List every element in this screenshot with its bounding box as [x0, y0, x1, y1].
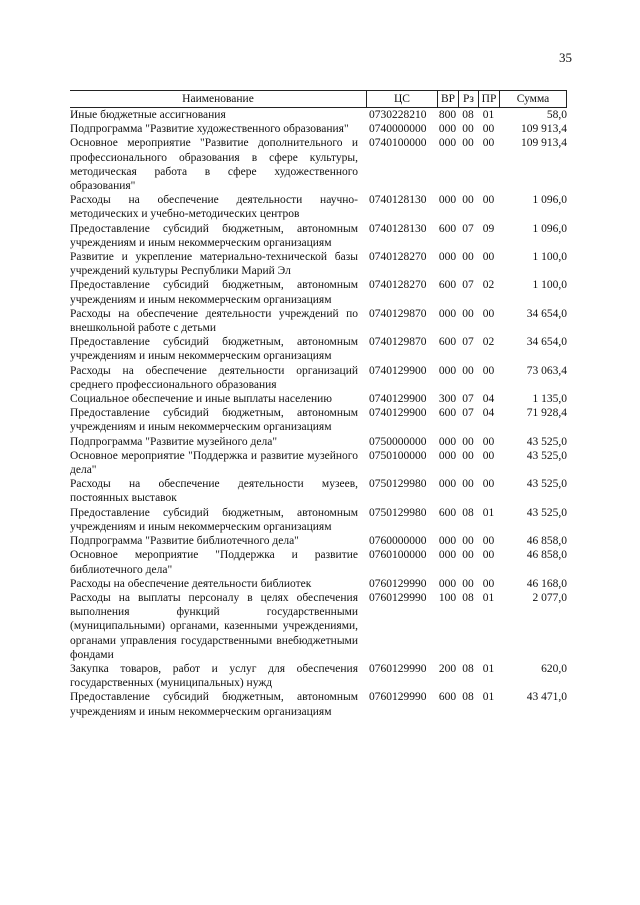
cell-sum: 58,0	[546, 109, 567, 121]
cell-sum: 1 096,0	[532, 194, 567, 207]
header-pr: ПР	[478, 91, 499, 107]
cell-vr: 000	[438, 435, 457, 448]
cell-sum: 43 525,0	[526, 478, 567, 491]
cell-sum: 620,0	[541, 662, 567, 675]
table-row	[70, 222, 567, 250]
table-row	[70, 392, 567, 406]
cell-name: Основное мероприятие "Поддержка и развитие музейного дела"	[70, 449, 358, 477]
cell-cs: 0760000000	[369, 535, 427, 548]
cell-cs: 0740129900	[369, 393, 427, 406]
cell-pr: 01	[482, 109, 495, 121]
cell-pr: 01	[482, 506, 495, 519]
cell-pr: 00	[482, 251, 495, 264]
cell-sum: 73 063,4	[526, 364, 567, 377]
cell-vr: 000	[438, 449, 457, 462]
header-name: Наименование	[182, 93, 254, 105]
cell-name: Подпрограмма "Развитие музейного дела"	[70, 435, 278, 448]
cell-cs: 0740129870	[369, 307, 427, 320]
table-body	[70, 108, 567, 719]
table-row	[70, 406, 567, 434]
cell-vr: 000	[438, 577, 457, 590]
cell-cs: 0740128130	[369, 222, 427, 235]
cell-rz: 00	[462, 307, 474, 320]
header-rz: Рз	[458, 91, 478, 107]
cell-rz: 08	[462, 109, 474, 121]
table-row	[70, 690, 567, 718]
cell-pr: 00	[482, 535, 495, 548]
cell-pr: 00	[482, 194, 495, 207]
cell-name: Развитие и укрепление материально-технической базы учреждений культуры Республики Марий Эл	[70, 251, 358, 278]
cell-sum: 1 100,0	[532, 279, 567, 292]
cell-vr: 800	[438, 109, 457, 121]
table-row	[70, 534, 567, 548]
cell-sum: 46 858,0	[526, 549, 567, 562]
cell-rz: 00	[462, 137, 474, 150]
cell-vr: 300	[438, 393, 457, 406]
cell-sum: 1 135,0	[532, 393, 567, 406]
cell-sum: 1 100,0	[532, 251, 567, 264]
cell-name: Предоставление субсидий бюджетным, автономным учреждениям и иным некоммерческим организациям	[70, 336, 358, 363]
cell-rz: 00	[462, 449, 474, 462]
cell-name: Предоставление субсидий бюджетным, автономным учреждениям и иным некоммерческим организациям	[70, 691, 358, 718]
cell-sum: 109 913,4	[521, 123, 567, 136]
cell-vr: 600	[438, 506, 457, 519]
table-row	[70, 449, 567, 477]
header-sum: Сумма	[499, 91, 567, 107]
cell-vr: 000	[438, 194, 457, 207]
cell-rz: 00	[462, 478, 474, 491]
cell-rz: 07	[462, 407, 474, 420]
cell-pr: 09	[482, 222, 495, 235]
cell-pr: 00	[482, 435, 495, 448]
cell-sum: 1 096,0	[532, 222, 567, 235]
cell-pr: 00	[482, 307, 495, 320]
cell-cs: 0740129870	[369, 336, 427, 349]
cell-pr: 00	[482, 123, 495, 136]
cell-sum: 43 525,0	[526, 435, 567, 448]
cell-rz: 00	[462, 435, 474, 448]
budget-table	[70, 90, 567, 719]
cell-vr: 000	[438, 251, 457, 264]
cell-name: Расходы на выплаты персоналу в целях обеспечения выполнения функций государственными (муниципальными) органами, казенными учреждениями, органами управления государственными внебюджетными фондами	[70, 591, 358, 661]
cell-cs: 0740100000	[369, 137, 427, 150]
cell-name: Основное мероприятие "Развитие дополнительного и профессионального образования в сфере культуры, методическая работа в сфере художественного образования"	[70, 137, 358, 193]
cell-sum: 43 525,0	[526, 506, 567, 519]
cell-name: Предоставление субсидий бюджетным, автономным учреждениям и иным некоммерческим организациям	[70, 506, 358, 533]
page-number: 35	[559, 50, 572, 65]
cell-cs: 0750129980	[369, 478, 427, 491]
cell-vr: 000	[438, 307, 457, 320]
cell-pr: 00	[482, 577, 495, 590]
cell-pr: 00	[482, 364, 495, 377]
cell-pr: 01	[482, 691, 495, 704]
cell-vr: 100	[438, 591, 457, 604]
table-row	[70, 193, 567, 221]
cell-rz: 07	[462, 222, 474, 235]
cell-cs: 0750129980	[369, 506, 427, 519]
cell-pr: 00	[482, 549, 495, 562]
cell-name: Расходы на обеспечение деятельности музеев, постоянных выставок	[70, 478, 358, 505]
cell-rz: 07	[462, 393, 474, 406]
header-vr: ВР	[437, 91, 458, 107]
cell-vr: 600	[438, 691, 457, 704]
cell-cs: 0750000000	[369, 435, 427, 448]
cell-vr: 000	[438, 137, 457, 150]
cell-sum: 43 525,0	[526, 449, 567, 462]
header-cs: ЦС	[366, 91, 437, 107]
cell-pr: 00	[482, 478, 495, 491]
cell-name: Подпрограмма "Развитие художественного образования"	[70, 123, 349, 136]
cell-name: Расходы на обеспечение деятельности организаций среднего профессионального образования	[70, 364, 358, 391]
table-row	[70, 278, 567, 306]
cell-cs: 0740129900	[369, 407, 427, 420]
table-row	[70, 548, 567, 576]
cell-rz: 00	[462, 123, 474, 136]
cell-name: Подпрограмма "Развитие библиотечного дела"	[70, 535, 299, 548]
cell-cs: 0760129990	[369, 577, 427, 590]
cell-pr: 02	[482, 279, 495, 292]
cell-pr: 00	[482, 449, 495, 462]
cell-sum: 46 858,0	[526, 535, 567, 548]
cell-vr: 600	[438, 407, 457, 420]
table-header	[70, 90, 567, 108]
cell-cs: 0740128130	[369, 194, 427, 207]
cell-pr: 01	[482, 662, 495, 675]
cell-vr: 000	[438, 364, 457, 377]
cell-rz: 00	[462, 535, 474, 548]
cell-rz: 08	[462, 691, 474, 704]
cell-cs: 0740128270	[369, 251, 427, 264]
table-row	[70, 477, 567, 505]
cell-pr: 04	[482, 407, 495, 420]
cell-name: Расходы на обеспечение деятельности научно-методических и учебно-методических центров	[70, 194, 358, 221]
cell-rz: 00	[462, 251, 474, 264]
cell-vr: 000	[438, 549, 457, 562]
cell-rz: 00	[462, 577, 474, 590]
cell-vr: 000	[438, 123, 457, 136]
table-row	[70, 662, 567, 690]
cell-vr: 600	[438, 222, 457, 235]
table-row	[70, 364, 567, 392]
table-row	[70, 250, 567, 278]
cell-cs: 0760129990	[369, 691, 427, 704]
cell-vr: 600	[438, 336, 457, 349]
cell-cs: 0750100000	[369, 449, 427, 462]
cell-name: Предоставление субсидий бюджетным, автономным учреждениям и иным некоммерческим организациям	[70, 222, 358, 249]
cell-rz: 07	[462, 336, 474, 349]
cell-rz: 00	[462, 549, 474, 562]
cell-sum: 109 913,4	[521, 137, 567, 150]
cell-cs: 0760129990	[369, 662, 427, 675]
cell-vr: 000	[438, 478, 457, 491]
table-row	[70, 506, 567, 534]
cell-cs: 0740000000	[369, 123, 427, 136]
cell-rz: 07	[462, 279, 474, 292]
cell-rz: 08	[462, 591, 474, 604]
table-row	[70, 108, 567, 122]
table-row	[70, 591, 567, 662]
table-row	[70, 307, 567, 335]
table-row	[70, 577, 567, 591]
cell-name: Закупка товаров, работ и услуг для обеспечения государственных (муниципальных) нужд	[70, 662, 358, 690]
cell-sum: 71 928,4	[526, 407, 567, 420]
cell-pr: 01	[482, 591, 495, 604]
cell-rz: 00	[462, 364, 474, 377]
cell-cs: 0740129900	[369, 364, 427, 377]
cell-name: Расходы на обеспечение деятельности учреждений по внешкольной работе с детьми	[70, 307, 358, 335]
table-row	[70, 335, 567, 363]
cell-pr: 02	[482, 336, 495, 349]
cell-cs: 0740128270	[369, 279, 427, 292]
cell-vr: 000	[438, 535, 457, 548]
cell-rz: 08	[462, 662, 474, 675]
cell-name: Предоставление субсидий бюджетным, автономным учреждениям и иным некоммерческим организациям	[70, 407, 358, 434]
cell-cs: 0730228210	[369, 109, 427, 121]
cell-name: Иные бюджетные ассигнования	[70, 109, 226, 121]
cell-name: Расходы на обеспечение деятельности библиотек	[70, 577, 312, 590]
cell-name: Основное мероприятие "Поддержка и развитие библиотечного дела"	[70, 549, 358, 576]
table-row	[70, 435, 567, 449]
cell-name: Предоставление субсидий бюджетным, автономным учреждениям и иным некоммерческим организациям	[70, 279, 358, 306]
cell-rz: 00	[462, 194, 474, 207]
cell-sum: 2 077,0	[532, 591, 567, 604]
cell-cs: 0760129990	[369, 591, 427, 604]
cell-vr: 600	[438, 279, 457, 292]
cell-sum: 43 471,0	[526, 691, 567, 704]
cell-pr: 00	[482, 137, 495, 150]
cell-vr: 200	[438, 662, 457, 675]
cell-sum: 46 168,0	[526, 577, 567, 590]
cell-rz: 08	[462, 506, 474, 519]
cell-pr: 04	[482, 393, 495, 406]
table-row	[70, 122, 567, 136]
cell-sum: 34 654,0	[526, 336, 567, 349]
cell-name: Социальное обеспечение и иные выплаты населению	[70, 393, 332, 406]
table-row	[70, 136, 567, 193]
cell-cs: 0760100000	[369, 549, 427, 562]
cell-sum: 34 654,0	[526, 307, 567, 320]
